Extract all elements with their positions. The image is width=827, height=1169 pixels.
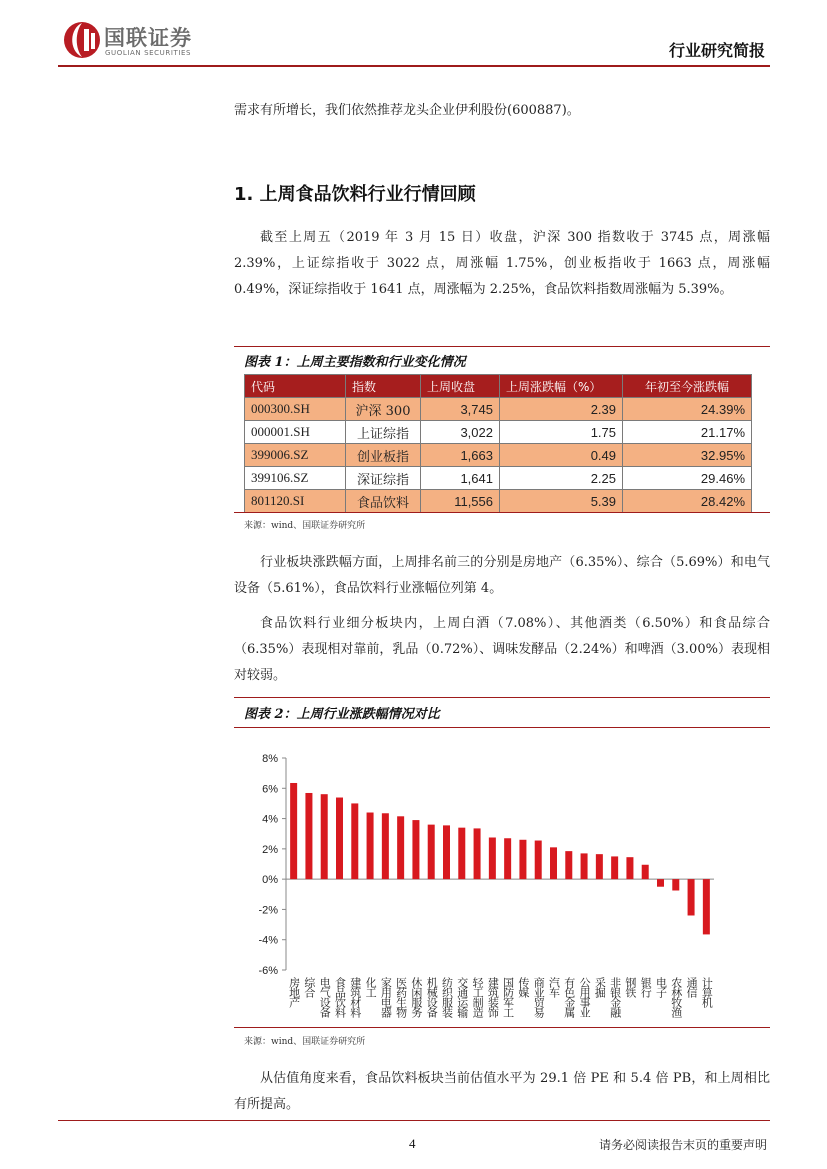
sector-change-bar-chart	[244, 745, 744, 977]
document-type: 行业研究简报	[668, 41, 765, 60]
logo-english-name: GUOLIAN SECURITIES	[105, 49, 192, 57]
table-cell-ytd-change: 29.46%	[623, 467, 752, 490]
table-cell-weekly-change: 1.75	[500, 421, 623, 444]
bar	[367, 813, 374, 880]
figure2-bottom-rule	[234, 1027, 770, 1028]
x-tick-label: 汽车	[547, 977, 561, 997]
x-tick-label: 钢铁	[623, 977, 637, 997]
figure2-top-rule	[234, 697, 770, 698]
x-tick-label: 有色金属	[562, 977, 576, 1017]
x-tick-label: 公用事业	[578, 977, 592, 1017]
bar	[290, 783, 297, 879]
x-tick-label: 电气设备	[318, 977, 332, 1017]
table-header-cell: 代码	[245, 375, 346, 398]
table-cell-ytd-change: 24.39%	[623, 398, 752, 421]
table-header-row	[245, 375, 752, 398]
bar	[321, 794, 328, 879]
table-cell-weekly-change: 2.25	[500, 467, 623, 490]
bar	[397, 816, 404, 879]
bar	[657, 879, 664, 887]
figure1-title: 图表 1：上周主要指数和行业变化情况	[244, 355, 466, 370]
section-heading: 1. 上周食品饮料行业行情回顾	[234, 184, 476, 205]
y-tick-label: 4%	[262, 813, 278, 826]
x-tick-label: 国防军工	[501, 977, 515, 1017]
bar	[672, 879, 679, 890]
x-tick-label: 轻工制造	[471, 977, 485, 1017]
y-tick-label: -2%	[258, 904, 278, 917]
footer-disclaimer: 请务必阅读报告末页的重要声明	[598, 1138, 767, 1152]
bar	[412, 820, 419, 879]
figure1-top-rule	[234, 346, 770, 347]
x-tick-label: 休闲服务	[409, 977, 423, 1017]
x-tick-label: 建筑装饰	[486, 977, 500, 1017]
table-cell-ytd-change: 28.42%	[623, 490, 752, 513]
x-tick-label: 综合	[302, 977, 316, 997]
figure2-title: 图表 2：上周行业涨跌幅情况对比	[244, 707, 440, 722]
bar	[565, 851, 572, 879]
bar	[596, 854, 603, 879]
x-tick-label: 建筑材料	[348, 977, 362, 1017]
bar	[489, 838, 496, 880]
bar	[443, 825, 450, 879]
table-row	[245, 398, 752, 421]
bar	[642, 865, 649, 879]
table-cell-index: 食品饮料	[346, 490, 421, 513]
table-row	[245, 421, 752, 444]
page-number: 4	[409, 1136, 416, 1151]
table-header-cell: 上周涨跌幅（%）	[500, 375, 623, 398]
footer-divider	[58, 1120, 770, 1121]
table-cell-index: 上证综指	[346, 421, 421, 444]
table-cell-code: 000300.SH	[245, 398, 346, 421]
table-cell-code: 399006.SZ	[245, 444, 346, 467]
table-cell-weekly-change: 0.49	[500, 444, 623, 467]
logo-emblem-icon	[62, 20, 102, 60]
table-row	[245, 467, 752, 490]
y-tick-label: -6%	[258, 965, 278, 977]
x-tick-label: 通信	[685, 977, 699, 997]
bar	[504, 838, 511, 879]
y-tick-label: 8%	[262, 753, 278, 765]
header-divider	[58, 65, 770, 67]
figure1-bottom-rule	[234, 512, 770, 513]
bar	[581, 853, 588, 879]
market-review-paragraph: 截至上周五（2019 年 3 月 15 日）收盘，沪深 300 指数收于 3745 点，周涨幅 2.39%，上证综指收于 3022 点，周涨幅 1.75%，创业板指收于 1663 点，周涨幅 0.49%，深证综指收于 1641 点，周涨幅为 2.25%，食品饮料指数周涨幅为 5.39%。	[234, 230, 770, 297]
bar	[626, 857, 633, 879]
table-cell-ytd-change: 21.17%	[623, 421, 752, 444]
bar	[611, 856, 618, 879]
bar	[535, 841, 542, 880]
table-cell-close: 3,745	[421, 398, 500, 421]
bar	[550, 847, 557, 879]
x-tick-label: 非银金融	[608, 977, 622, 1017]
table-header-cell: 上周收盘	[421, 375, 500, 398]
table-cell-weekly-change: 5.39	[500, 490, 623, 513]
table-cell-close: 1,663	[421, 444, 500, 467]
x-tick-label: 计算机	[700, 977, 714, 1007]
table-cell-ytd-change: 32.95%	[623, 444, 752, 467]
x-tick-label: 采掘	[593, 977, 607, 997]
bar	[703, 879, 710, 934]
x-tick-label: 化工	[364, 977, 378, 997]
figure2-source: 来源：wind、国联证券研究所	[244, 1037, 366, 1047]
table-cell-index: 创业板指	[346, 444, 421, 467]
bar	[428, 825, 435, 880]
x-tick-label: 家用电器	[379, 977, 393, 1017]
sector-ranking-paragraph: 行业板块涨跌幅方面，上周排名前三的分别是房地产（6.35%）、综合（5.69%）和电气设备（5.61%），食品饮料行业涨幅位列第 4。	[234, 555, 770, 596]
x-tick-label: 电子	[654, 977, 668, 997]
table-cell-index: 沪深 300	[346, 398, 421, 421]
bar	[305, 793, 312, 879]
bar	[458, 828, 465, 879]
bar	[474, 828, 481, 879]
table-cell-close: 1,641	[421, 467, 500, 490]
y-tick-label: 6%	[262, 783, 278, 796]
subsector-paragraph: 食品饮料行业细分板块内，上周白酒（7.08%）、其他酒类（6.50%）和食品综合（6.35%）表现相对靠前，乳品（0.72%）、调味发酵品（2.24%）和啤酒（3.00%）表现相对较弱。	[234, 616, 770, 683]
index-table	[244, 374, 752, 513]
bar	[336, 798, 343, 880]
table-header-cell: 年初至今涨跌幅	[623, 375, 752, 398]
y-tick-label: -4%	[258, 934, 278, 947]
table-cell-index: 深证综指	[346, 467, 421, 490]
x-tick-label: 商业贸易	[532, 977, 546, 1017]
y-tick-label: 2%	[262, 843, 278, 856]
bar	[519, 840, 526, 879]
table-cell-code: 801120.SI	[245, 490, 346, 513]
table-cell-code: 000001.SH	[245, 421, 346, 444]
table-cell-weekly-change: 2.39	[500, 398, 623, 421]
x-tick-label: 纺织服装	[440, 977, 454, 1017]
x-tick-label: 银行	[639, 977, 653, 997]
table-cell-close: 3,022	[421, 421, 500, 444]
x-tick-label: 传媒	[516, 977, 530, 997]
figure2-title-rule	[234, 727, 770, 728]
x-tick-label: 房地产	[287, 977, 301, 1007]
logo-chinese-name: 国联证券	[104, 26, 192, 50]
table-cell-code: 399106.SZ	[245, 467, 346, 490]
x-tick-label: 食品饮料	[333, 977, 347, 1017]
bar	[351, 803, 358, 879]
table-row	[245, 444, 752, 467]
y-tick-label: 0%	[262, 874, 278, 887]
x-tick-label: 机械设备	[425, 977, 439, 1017]
x-tick-label: 医药生物	[394, 977, 408, 1017]
table-row	[245, 490, 752, 513]
table-cell-close: 11,556	[421, 490, 500, 513]
figure1-source: 来源：wind、国联证券研究所	[244, 521, 366, 531]
bar	[688, 879, 695, 915]
x-tick-label: 交通运输	[455, 977, 469, 1017]
intro-paragraph: 需求有所增长，我们依然推荐龙头企业伊利股份(600887)。	[234, 103, 580, 118]
valuation-paragraph: 从估值角度来看，食品饮料板块当前估值水平为 29.1 倍 PE 和 5.4 倍 PB，和上周相比有所提高。	[234, 1071, 770, 1112]
company-logo	[62, 20, 222, 62]
x-tick-label: 农林牧渔	[669, 977, 683, 1017]
table-header-cell: 指数	[346, 375, 421, 398]
bar	[382, 813, 389, 879]
